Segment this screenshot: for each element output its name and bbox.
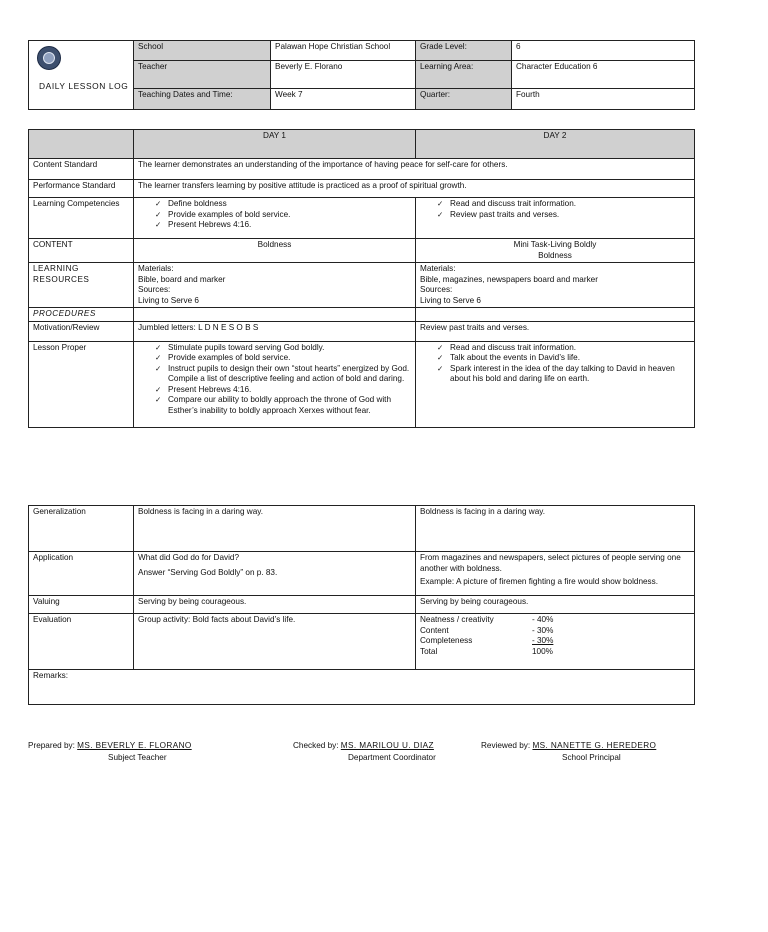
area-value: Character Education 6	[512, 61, 695, 89]
rubric-criterion: Total	[420, 646, 438, 656]
list-item: ✓ Stimulate pupils toward serving God boldly.	[155, 343, 411, 354]
list-item: Sources:	[138, 285, 171, 294]
lower-lesson-table	[28, 505, 695, 705]
evaluation-label: Evaluation	[29, 614, 134, 670]
rubric-points: 100%	[532, 646, 553, 656]
application-label: Application	[29, 552, 134, 596]
performance-standard-label: Performance Standard	[29, 180, 134, 198]
school-seal-icon	[37, 46, 61, 70]
motivation-label: Motivation/Review	[29, 321, 134, 341]
page-title: DAILY LESSON LOG	[39, 81, 129, 91]
procedures-label: PROCEDURES	[29, 308, 134, 322]
header-table	[28, 40, 695, 110]
list-item: ✓ Provide examples of bold service.	[155, 210, 411, 221]
rubric-points: - 40%	[532, 615, 554, 624]
rubric-criterion: Completeness	[420, 636, 473, 645]
resources-day2	[416, 263, 695, 308]
list-item: Materials:	[138, 264, 174, 273]
motivation-day1: Jumbled letters: L D N E S O B S	[134, 321, 416, 341]
content-day2-line2: Boldness	[538, 250, 572, 260]
application-answer: Answer “Serving God Boldly” on p. 83.	[138, 567, 278, 577]
reviewed-name: MS. NANETTE G. HEREDERO	[532, 741, 657, 750]
checked-label: Checked by:	[293, 741, 339, 750]
generalization-day2: Boldness is facing in a daring way.	[416, 506, 695, 552]
dates-value: Week 7	[271, 89, 416, 110]
motivation-day2: Review past traits and verses.	[416, 321, 695, 341]
application-question: What did God do for David?	[138, 553, 240, 562]
generalization-label: Generalization	[29, 506, 134, 552]
valuing-day2: Serving by being courageous.	[416, 596, 695, 614]
application-day2	[416, 552, 695, 596]
competencies-day1	[134, 198, 416, 239]
reviewed-role: School Principal	[562, 753, 621, 762]
grade-value: 6	[512, 41, 695, 61]
resources-label-line1: LEARNING	[33, 264, 79, 273]
list-item: ✓ Present Hebrews 4:16.	[155, 220, 411, 231]
quarter-label: Quarter:	[416, 89, 512, 110]
list-item: ✓ Talk about the events in David’s life.	[437, 353, 690, 364]
rubric-points: - 30%	[532, 625, 554, 635]
rubric-row	[420, 626, 690, 637]
list-item: ✓ Read and discuss trait information.	[437, 199, 690, 210]
teacher-value: Beverly E. Florano	[271, 61, 416, 89]
list-item: Living to Serve 6	[420, 295, 481, 305]
quarter-value: Fourth	[512, 89, 695, 110]
checked-role: Department Coordinator	[348, 753, 436, 762]
content-day2-line1: Mini Task-Living Boldly	[513, 240, 597, 249]
dates-label: Teaching Dates and Time:	[134, 89, 271, 110]
prepared-label: Prepared by:	[28, 741, 75, 750]
list-item: Sources:	[420, 285, 453, 294]
list-item: ✓ Present Hebrews 4:16.	[155, 385, 411, 396]
content-day2	[416, 239, 695, 263]
competencies-label: Learning Competencies	[29, 198, 134, 239]
reviewed-label: Reviewed by:	[481, 741, 531, 750]
list-item: ✓ Read and discuss trait information.	[437, 343, 690, 354]
application-example: Example: A picture of firemen fighting a fire would show boldness.	[420, 577, 659, 586]
area-label: Learning Area:	[416, 61, 512, 89]
prepared-role: Subject Teacher	[108, 753, 167, 762]
evaluation-rubric	[416, 614, 695, 670]
lesson-proper-day2	[416, 341, 695, 427]
list-item: Bible, magazines, newspapers board and marker	[420, 274, 598, 284]
list-item: ✓ Review past traits and verses.	[437, 210, 690, 221]
prepared-name: MS. BEVERLY E. FLORANO	[77, 741, 192, 750]
lesson-proper-label: Lesson Proper	[29, 341, 134, 427]
evaluation-day1: Group activity: Bold facts about David’s life.	[134, 614, 416, 670]
performance-standard-text: The learner transfers learning by positive attitude is practiced as a proof of spiritual growth.	[134, 180, 695, 198]
valuing-label: Valuing	[29, 596, 134, 614]
resources-label-line2: RESOURCES	[33, 274, 90, 284]
list-item: Bible, board and marker	[138, 274, 226, 284]
application-instruction: From magazines and newspapers, select pictures of people serving one another with boldness.	[420, 553, 681, 573]
teacher-label: Teacher	[134, 61, 271, 89]
list-item: ✓ Define boldness	[155, 199, 411, 210]
prepared-by	[28, 741, 192, 762]
rubric-row	[420, 647, 690, 658]
list-item: ✓ Spark interest in the idea of the day talking to David in heaven about his bold and daring life on earth.	[437, 364, 690, 385]
rubric-criterion: Content	[420, 625, 449, 635]
list-item: ✓ Provide examples of bold service.	[155, 353, 411, 364]
school-label: School	[134, 41, 271, 61]
content-standard-label: Content Standard	[29, 159, 134, 180]
content-standard-text: The learner demonstrates an understanding of the importance of having peace for self-care for others.	[134, 159, 695, 180]
reviewed-by	[481, 741, 657, 762]
list-item: Materials:	[420, 264, 456, 273]
remarks-cell: Remarks:	[29, 670, 695, 705]
school-value: Palawan Hope Christian School	[271, 41, 416, 61]
list-item: ✓ Compare our ability to boldly approach the throne of God with Esther’s inability to boldly approach Xerxes without fear.	[155, 395, 411, 416]
application-day1	[134, 552, 416, 596]
list-item: ✓ Instruct pupils to design their own “stout hearts” energized by God. Compile a list of descriptive feeling and action of bold and daring.	[155, 364, 411, 385]
rubric-row	[420, 615, 690, 626]
day1-header: DAY 1	[134, 130, 416, 159]
rubric-points: - 30%	[532, 636, 554, 645]
content-label: CONTENT	[29, 239, 134, 263]
grade-label: Grade Level:	[416, 41, 512, 61]
rubric-row	[420, 636, 690, 647]
day2-header: DAY 2	[416, 130, 695, 159]
main-lesson-table	[28, 129, 695, 428]
header-logo-cell	[29, 41, 134, 110]
checked-name: MS. MARILOU U. DIAZ	[340, 741, 434, 750]
rubric-criterion: Neatness / creativity	[420, 615, 494, 624]
list-item: Living to Serve 6	[138, 295, 199, 305]
content-day1: Boldness	[134, 239, 416, 263]
checked-by	[293, 741, 436, 762]
lesson-proper-day1	[134, 341, 416, 427]
valuing-day1: Serving by being courageous.	[134, 596, 416, 614]
generalization-day1: Boldness is facing in a daring way.	[134, 506, 416, 552]
resources-day1	[134, 263, 416, 308]
competencies-day2	[416, 198, 695, 239]
resources-label	[29, 263, 134, 308]
